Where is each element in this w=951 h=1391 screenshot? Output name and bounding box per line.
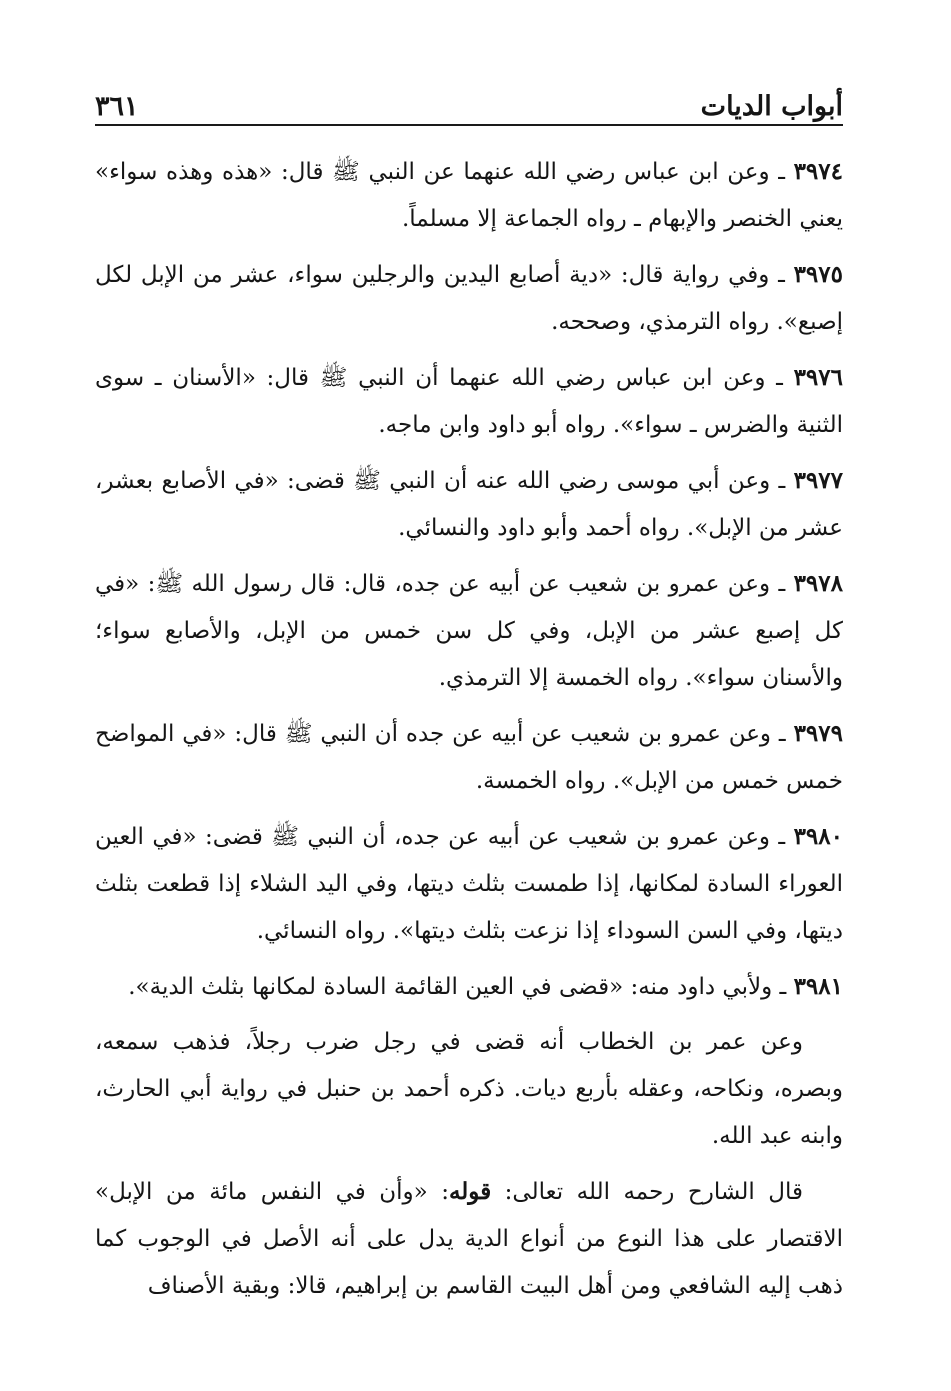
hadith-number: ٣٩٧٥ [793, 261, 843, 288]
page-body [95, 148, 843, 1310]
hadith-text: ـ وعن ابن عباس رضي الله عنهما أن النبي ﷺ قال: «الأسنان ـ سوى الثنية والضرس ـ سواء». رواه أبو داود وابن ماجه. [95, 365, 843, 438]
hadith-text: ـ وعن عمرو بن شعيب عن أبيه عن جده أن النبي ﷺ قال: «في المواضح خمس خمس من الإبل». رواه الخمسة. [95, 721, 843, 794]
hadith-paragraph [95, 354, 843, 449]
commentary-text: : «وأن في النفس مائة من الإبل» الاقتصار على هذا النوع من أنواع الدية يدل على أنه الأصل في الوجوب كما ذهب إليه الشافعي ومن أهل البيت القاسم بن إبراهيم، قالا: وبقية الأصناف [95, 1179, 843, 1299]
hadith-paragraph [95, 457, 843, 552]
hadith-number: ٣٩٧٦ [793, 364, 843, 391]
commentary-paragraph [95, 1168, 843, 1310]
commentary-intro: قال الشارح رحمه الله تعالى: [491, 1179, 804, 1205]
hadith-number: ٣٩٧٨ [793, 570, 843, 597]
hadith-number: ٣٩٧٤ [793, 158, 843, 185]
page-number: ٣٦١ [95, 91, 139, 122]
page-header [95, 78, 843, 126]
hadith-paragraph [95, 963, 843, 1011]
chapter-title: أبواب الديات [700, 91, 843, 122]
hadith-paragraph [95, 710, 843, 805]
hadith-text: ـ وعن عمرو بن شعيب عن أبيه عن جده، قال: قال رسول الله ﷺ: «في كل إصبع عشر من الإبل، وفي كل سن خمس من الإبل، والأصابع سواء؛ والأسنان سواء». رواه الخمسة إلا الترمذي. [95, 571, 843, 691]
athar-paragraph: وعن عمر بن الخطاب أنه قضى في رجل ضرب رجلاً، فذهب سمعه، وبصره، ونكاحه، وعقله بأربع ديات. ذكره أحمد بن حنبل في رواية أبي الحارث، وابنه عبد الله. [95, 1029, 843, 1149]
hadith-paragraph [95, 148, 843, 243]
hadith-number: ٣٩٨٠ [793, 823, 843, 850]
hadith-paragraph [95, 813, 843, 955]
hadith-number: ٣٩٨١ [793, 973, 843, 1000]
hadith-text: ـ وفي رواية قال: «دية أصابع اليدين والرجلين سواء، عشر من الإبل لكل إصبع». رواه الترمذي، وصححه. [95, 262, 843, 335]
hadith-text: ـ ولأبي داود منه: «قضى في العين القائمة السادة لمكانها بثلث الدية». [128, 974, 794, 1000]
hadith-number: ٣٩٧٧ [793, 467, 843, 494]
commentary-keyword: قوله [448, 1178, 492, 1205]
hadith-paragraph [95, 251, 843, 346]
hadith-text: ـ وعن عمرو بن شعيب عن أبيه عن جده، أن النبي ﷺ قضى: «في العين العوراء السادة لمكانها، إذا طمست بثلث ديتها، وفي اليد الشلاء إذا قطعت بثلث ديتها، وفي السن السوداء إذا نزعت بثلث ديتها». رواه النسائي. [95, 824, 843, 944]
hadith-text: ـ وعن ابن عباس رضي الله عنهما عن النبي ﷺ قال: «هذه وهذه سواء» يعني الخنصر والإبهام ـ رواه الجماعة إلا مسلماً. [95, 159, 843, 232]
hadith-paragraph [95, 560, 843, 702]
hadith-number: ٣٩٧٩ [793, 720, 843, 747]
hadith-text: ـ وعن أبي موسى رضي الله عنه أن النبي ﷺ قضى: «في الأصابع بعشر، عشر من الإبل». رواه أحمد وأبو داود والنسائي. [95, 468, 843, 541]
